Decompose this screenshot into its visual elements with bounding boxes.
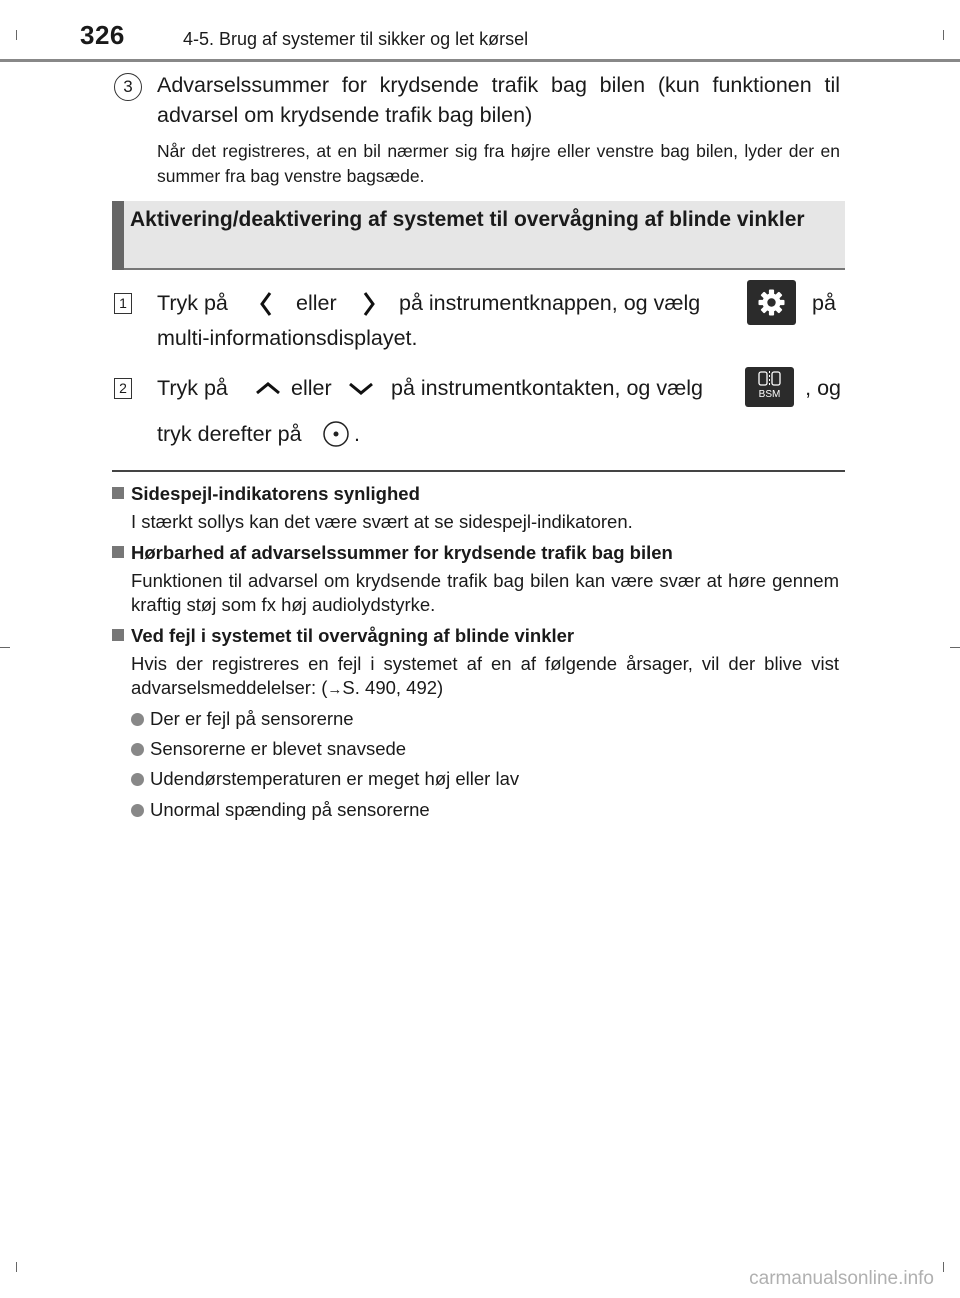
list-item [131,707,354,731]
list-item [131,767,519,791]
note-heading [112,482,420,506]
step2-text-a: Tryk på [157,376,228,400]
note-body [131,652,839,702]
square-bullet-icon [112,487,124,499]
chevron-right-icon [361,290,377,318]
step1-text-b: eller [296,291,337,315]
step1-text-c: på instrumentknappen, og vælg [399,291,701,315]
section-header: 4-5. Brug af systemer til sikker og let kørsel [183,29,529,49]
list-item-text: Unormal spænding på sensorerne [150,799,430,820]
crop-mark [16,1262,17,1272]
crop-mark [943,1262,944,1272]
step2-text-b: eller [291,376,332,400]
item-number-3: 3 [114,73,142,101]
chevron-up-icon [254,380,282,396]
page-reference: S. 490, 492) [342,677,444,698]
note-heading [112,541,673,565]
step2-text-line2: tryk derefter på [157,422,302,446]
crop-mark [943,30,944,40]
crop-mark [16,30,17,40]
item3-title: Advarselssummer for krydsende trafik bag bilen (kun funktionen til advarsel om krydsende trafik bag bilen) [157,73,840,127]
list-item [131,798,430,822]
list-item-text: Sensorerne er blevet snavsede [150,738,407,759]
section-heading: Aktivering/deaktivering af systemet til overvågning af blinde vinkler [130,208,805,231]
step2-text-d: , og [805,376,841,400]
page-number: 326 [80,20,125,50]
list-item-text: Der er fejl på sensorerne [150,708,354,729]
bsm-icon-label: BSM [758,389,781,400]
section-heading-bar [112,201,124,270]
ok-button-icon [322,420,350,448]
bullet-dot-icon [131,713,144,726]
settings-gear-icon [747,280,796,325]
step2-text-c: på instrumentkontakten, og vælg [391,376,703,400]
step2-text-end: . [354,422,360,446]
square-bullet-icon [112,546,124,558]
list-item-text: Udendørstemperaturen er meget høj eller lav [150,768,520,789]
step1-text-d: på [812,291,836,315]
bsm-icon [745,367,794,407]
square-bullet-icon [112,629,124,641]
bullet-dot-icon [131,804,144,817]
arrow-right-icon: → [327,681,343,698]
crop-mark [950,647,960,648]
chevron-down-icon [347,380,375,396]
step-number-2: 2 [114,378,132,399]
note-heading [112,624,574,648]
step1-text-a: Tryk på [157,291,228,315]
chevron-left-icon [258,290,274,318]
note-body: Funktionen til advarsel om krydsende trafik bag bilen kan være svær at høre gennem kraftig støj som fx høj audiolydstyrke. [131,570,839,615]
step-number-1: 1 [114,293,132,314]
note-heading-text: Sidespejl-indikatorens synlighed [131,483,420,504]
watermark[interactable]: carmanualsonline.info [749,1268,934,1289]
note-body: I stærkt sollys kan det være svært at se sidespejl-indikatoren. [131,511,633,532]
bullet-dot-icon [131,743,144,756]
note-heading-text: Ved fejl i systemet til overvågning af blinde vinkler [131,625,575,646]
step1-text-line2: multi-informationsdisplayet. [157,326,418,350]
bullet-dot-icon [131,773,144,786]
item3-body: Når det registreres, at en bil nærmer sig fra højre eller venstre bag bilen, lyder der en summer fra bag venstre bagsæde. [157,141,840,186]
note-body-text: Hvis der registreres en fejl i systemet af en af følgende årsager, vil der blive vist advarselsmeddelelser: ( [131,653,839,698]
note-heading-text: Hørbarhed af advarselssummer for krydsende trafik bag bilen [131,542,673,563]
header-rule [0,59,960,62]
section-divider [112,470,845,472]
list-item [131,737,406,761]
crop-mark [0,647,10,648]
